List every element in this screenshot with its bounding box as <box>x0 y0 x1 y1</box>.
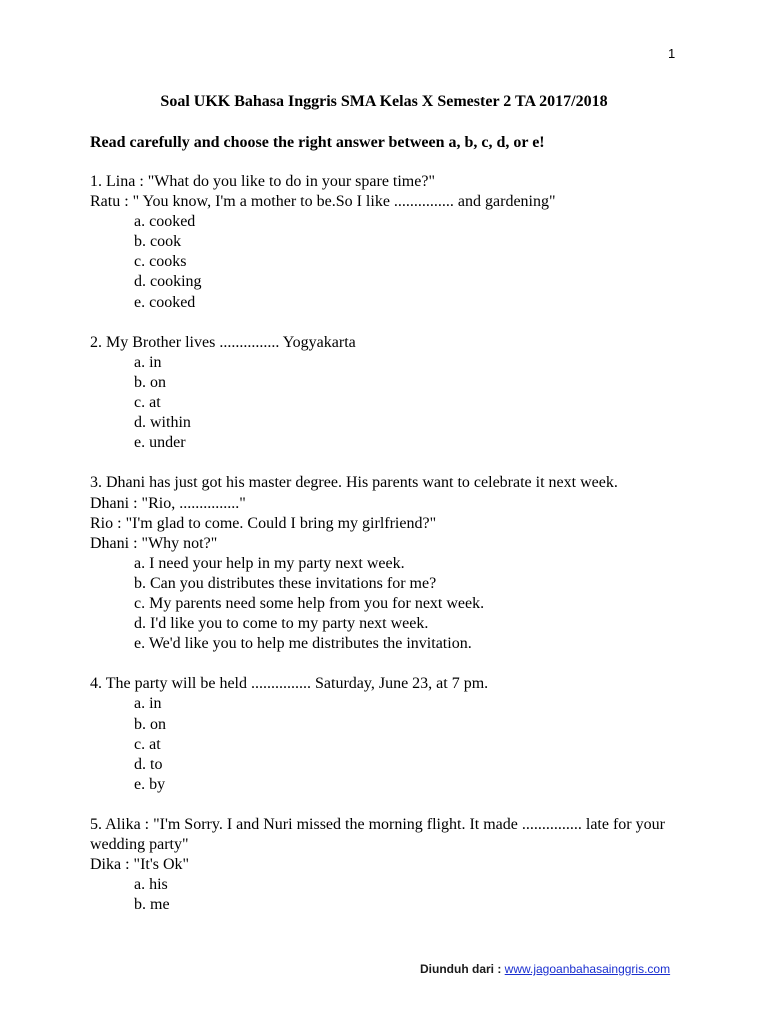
footer <box>420 962 670 976</box>
source-link[interactable]: www.jagoanbahasainggris.com <box>504 962 671 976</box>
question-line: Ratu : " You know, I'm a mother to be.So I like ............... and gardening" <box>90 193 556 211</box>
question-line: 3. Dhani has just got his master degree. His parents want to celebrate it next week. <box>90 474 618 492</box>
answer-option: c. at <box>134 394 161 412</box>
answer-option: e. by <box>134 775 166 793</box>
question-1 <box>90 172 700 313</box>
question-line: Dika : "It's Ok" <box>90 856 190 874</box>
question-2 <box>90 333 700 454</box>
answer-option: b. Can you distributes these invitations for me? <box>134 574 437 592</box>
answer-option: b. on <box>134 715 166 733</box>
question-line: 5. Alika : "I'm Sorry. I and Nuri missed the morning flight. It made ............... late for your wedding party" <box>90 816 665 854</box>
answer-option: a. cooked <box>134 213 196 231</box>
question-line: Dhani : "Why not?" <box>90 534 218 552</box>
answer-option: c. My parents need some help from you for next week. <box>134 594 485 612</box>
question-line: 2. My Brother lives ............... Yogyakarta <box>90 333 356 351</box>
question-4 <box>90 674 700 795</box>
answer-option: a. his <box>134 876 168 894</box>
answer-option: a. I need your help in my party next week. <box>134 554 405 572</box>
question-3 <box>90 473 700 654</box>
answer-option: d. cooking <box>134 273 202 291</box>
question-line: Rio : "I'm glad to come. Could I bring my girlfriend?" <box>90 514 437 532</box>
answer-option: d. within <box>134 414 191 432</box>
answer-option: b. on <box>134 373 166 391</box>
document-title: Soal UKK Bahasa Inggris SMA Kelas X Semester 2 TA 2017/2018 <box>160 93 608 110</box>
question-line: 4. The party will be held ............... Saturday, June 23, at 7 pm. <box>90 675 489 693</box>
answer-option: e. cooked <box>134 293 196 311</box>
answer-option: a. in <box>134 353 162 371</box>
answer-option: b. me <box>134 896 170 914</box>
question-5 <box>90 815 700 915</box>
answer-option: d. I'd like you to come to my party next week. <box>134 615 429 633</box>
question-line: 1. Lina : "What do you like to do in your spare time?" <box>90 173 435 190</box>
answer-option: d. to <box>134 755 163 773</box>
page-number: 1 <box>668 46 676 61</box>
answer-option: c. at <box>134 735 161 753</box>
answer-option: b. cook <box>134 233 182 251</box>
footer-label: Diunduh dari : <box>420 962 502 976</box>
answer-option: e. under <box>134 434 186 452</box>
answer-option: e. We'd like you to help me distributes the invitation. <box>134 635 472 653</box>
instruction: Read carefully and choose the right answer between a, b, c, d, or e! <box>90 134 545 151</box>
answer-option: c. cooks <box>134 253 187 271</box>
question-line: Dhani : "Rio, ..............." <box>90 494 246 512</box>
question-list <box>90 172 700 936</box>
answer-option: a. in <box>134 695 162 713</box>
